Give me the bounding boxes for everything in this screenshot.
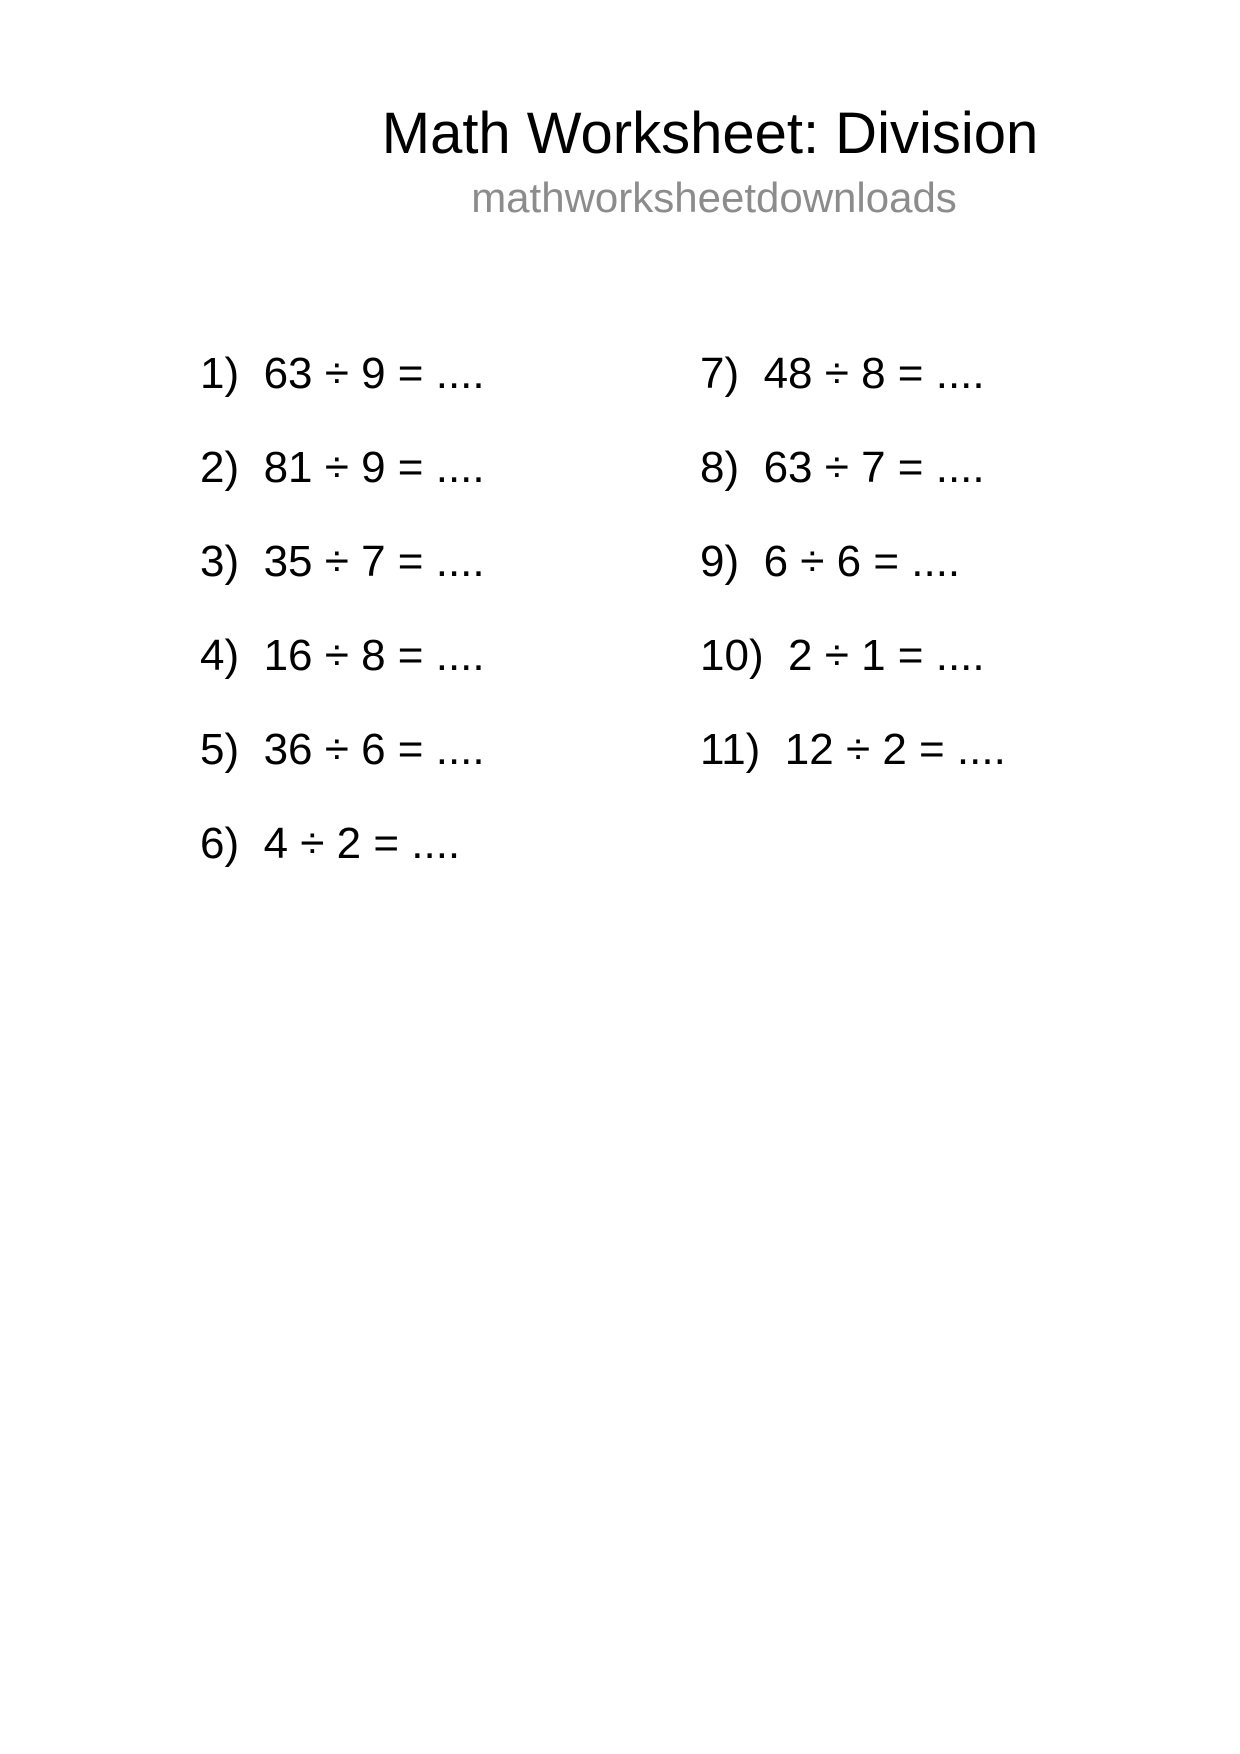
problem-item: 4) 16 ÷ 8 = .... bbox=[200, 631, 485, 680]
problem-item: 3) 35 ÷ 7 = .... bbox=[200, 537, 485, 586]
problem-item: 6) 4 ÷ 2 = .... bbox=[200, 819, 461, 868]
worksheet-title: Math Worksheet: Division bbox=[381, 101, 1039, 166]
problem-item: 2) 81 ÷ 9 = .... bbox=[200, 443, 485, 492]
problems-column-right bbox=[700, 348, 1006, 818]
worksheet-subtitle: mathworksheetdownloads bbox=[471, 174, 957, 221]
problems-column-left bbox=[200, 348, 485, 912]
problem-item: 11) 12 ÷ 2 = .... bbox=[700, 725, 1006, 774]
problem-item: 5) 36 ÷ 6 = .... bbox=[200, 725, 485, 774]
problem-item: 9) 6 ÷ 6 = .... bbox=[700, 537, 961, 586]
problem-item: 10) 2 ÷ 1 = .... bbox=[700, 631, 985, 680]
problem-item: 7) 48 ÷ 8 = .... bbox=[700, 349, 985, 398]
problem-item: 1) 63 ÷ 9 = .... bbox=[200, 349, 485, 398]
problem-item: 8) 63 ÷ 7 = .... bbox=[700, 443, 985, 492]
